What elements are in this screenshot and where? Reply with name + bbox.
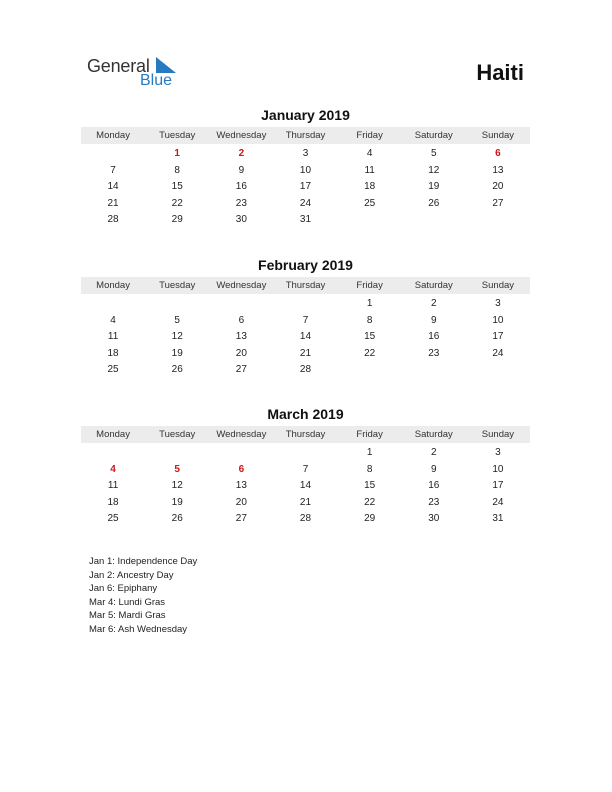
empty-day-cell (209, 445, 273, 462)
weekday-label: Sunday (481, 130, 515, 141)
day-cell: 18 (107, 496, 119, 508)
day-cell: 27 (492, 197, 504, 209)
week-row (81, 478, 530, 495)
day-cell: 6 (238, 463, 245, 475)
weekday-label: Saturday (414, 130, 453, 141)
day-cell: 12 (171, 331, 183, 343)
day-cell: 31 (492, 513, 504, 525)
empty-day-cell (338, 362, 402, 379)
day-cell: 5 (174, 463, 180, 475)
day-cell: 13 (235, 480, 247, 492)
day-cell: 6 (495, 148, 501, 159)
empty-day-cell (81, 146, 145, 163)
weekday-label: Friday (356, 130, 383, 141)
weekday-label: Saturday (414, 280, 453, 291)
day-cell: 23 (428, 496, 440, 508)
day-cell: 22 (364, 347, 376, 359)
day-cell: 1 (366, 298, 373, 309)
day-cell: 29 (171, 214, 183, 226)
weekday-label: Wednesday (216, 130, 267, 141)
weekday-header (81, 277, 530, 294)
day-cell: 15 (364, 331, 376, 343)
day-cell: 25 (107, 364, 119, 376)
weekday-label: Wednesday (216, 280, 267, 291)
month-title: February 2019 (258, 257, 353, 273)
day-cell: 20 (492, 181, 504, 193)
week-row (81, 346, 530, 363)
weekday-label: Friday (356, 280, 383, 291)
week-row (81, 212, 530, 229)
weekday-label: Thursday (285, 429, 326, 440)
day-cell: 2 (238, 148, 245, 159)
week-row (81, 362, 530, 379)
week-row (81, 146, 530, 163)
empty-day-cell (145, 445, 209, 462)
day-cell: 25 (364, 197, 376, 209)
day-cell: 10 (299, 164, 312, 176)
day-cell: 18 (364, 181, 376, 193)
day-cell: 15 (171, 181, 183, 193)
day-cell: 23 (235, 197, 247, 209)
day-cell: 27 (235, 364, 247, 376)
day-cell: 26 (428, 197, 440, 209)
day-cell: 27 (235, 513, 247, 525)
weekday-header (81, 426, 530, 443)
day-cell: 30 (428, 513, 440, 525)
day-cell: 10 (492, 314, 504, 326)
day-cell: 11 (364, 164, 375, 176)
logo-text-general: General (87, 56, 150, 76)
day-cell: 17 (492, 331, 504, 343)
holiday-item: Mar 5: Mardi Gras (89, 610, 166, 622)
country-title: Haiti (476, 60, 524, 85)
day-cell: 24 (492, 496, 504, 508)
day-cell: 28 (299, 513, 312, 525)
week-row (81, 511, 530, 528)
day-cell: 25 (107, 513, 119, 525)
day-cell: 31 (299, 214, 312, 226)
day-cell: 1 (174, 148, 180, 159)
weekday-label: Tuesday (159, 130, 196, 141)
weekday-label: Thursday (285, 130, 326, 141)
day-cell: 3 (495, 447, 501, 458)
weekday-label: Monday (96, 280, 130, 291)
weekday-label: Sunday (481, 280, 515, 291)
weekday-label: Tuesday (159, 280, 196, 291)
day-cell: 17 (492, 480, 504, 492)
day-cell: 18 (107, 347, 119, 359)
day-cell: 7 (302, 314, 309, 326)
day-cell: 20 (235, 347, 247, 359)
day-cell: 4 (110, 463, 116, 475)
holiday-item: Jan 1: Independence Day (89, 556, 198, 567)
day-cell: 11 (107, 480, 119, 492)
day-cell: 13 (492, 164, 504, 176)
weekday-label: Thursday (285, 280, 326, 291)
day-cell: 11 (107, 331, 119, 343)
day-cell: 16 (235, 181, 247, 193)
day-cell: 9 (430, 463, 437, 475)
day-cell: 7 (110, 164, 116, 176)
day-cell: 16 (428, 480, 440, 492)
empty-day-cell (338, 212, 402, 229)
generalblue-logo (87, 56, 187, 90)
weekday-label: Monday (96, 429, 130, 440)
day-cell: 22 (364, 496, 376, 508)
day-cell: 8 (174, 164, 180, 176)
week-row (81, 462, 530, 479)
day-cell: 21 (107, 197, 119, 209)
day-cell: 26 (171, 364, 183, 376)
empty-day-cell (81, 445, 145, 462)
day-cell: 26 (171, 513, 183, 525)
logo-triangle-icon (156, 57, 176, 73)
day-cell: 28 (299, 364, 312, 376)
weekday-label: Wednesday (216, 429, 267, 440)
week-row (81, 313, 530, 330)
day-cell: 7 (302, 463, 309, 475)
day-cell: 12 (428, 164, 440, 176)
day-cell: 4 (110, 314, 116, 326)
week-row (81, 163, 530, 180)
day-cell: 19 (171, 347, 183, 359)
day-cell: 8 (366, 463, 373, 475)
day-cell: 17 (299, 181, 312, 193)
weekday-label: Saturday (414, 429, 453, 440)
week-row (81, 179, 530, 196)
week-row (81, 495, 530, 512)
week-row (81, 445, 530, 462)
day-cell: 4 (366, 148, 373, 159)
day-cell: 12 (171, 480, 183, 492)
weekday-header (81, 127, 530, 144)
day-cell: 15 (364, 480, 376, 492)
empty-day-cell (402, 212, 466, 229)
day-cell: 28 (107, 214, 119, 226)
day-cell: 2 (430, 298, 437, 309)
day-cell: 14 (299, 331, 312, 343)
day-cell: 16 (428, 331, 440, 343)
day-cell: 9 (238, 164, 245, 176)
day-cell: 3 (495, 298, 501, 309)
month-title: January 2019 (261, 107, 350, 123)
day-cell: 29 (364, 513, 376, 525)
day-cell: 5 (174, 314, 180, 326)
day-cell: 21 (299, 496, 312, 508)
weekday-label: Sunday (481, 429, 515, 440)
weekday-label: Tuesday (159, 429, 196, 440)
month-calendar (81, 106, 530, 229)
day-cell: 9 (430, 314, 437, 326)
week-row (81, 329, 530, 346)
empty-day-cell (145, 296, 209, 313)
empty-day-cell (209, 296, 273, 313)
day-cell: 21 (299, 347, 312, 359)
weekday-label: Friday (356, 429, 383, 440)
day-cell: 3 (302, 148, 309, 159)
empty-day-cell (81, 296, 145, 313)
empty-day-cell (273, 445, 337, 462)
day-cell: 22 (171, 197, 183, 209)
day-cell: 24 (299, 197, 312, 209)
holiday-item: Mar 4: Lundi Gras (89, 596, 166, 608)
holiday-item: Jan 2: Ancestry Day (89, 569, 174, 581)
logo-text-blue: Blue (140, 72, 173, 89)
weekday-label: Monday (96, 130, 130, 141)
month-title: March 2019 (267, 406, 344, 422)
day-cell: 5 (430, 148, 437, 159)
day-cell: 19 (171, 496, 183, 508)
day-cell: 24 (492, 347, 504, 359)
day-cell: 30 (235, 214, 247, 226)
day-cell: 14 (107, 181, 119, 193)
holiday-item: Mar 6: Ash Wednesday (89, 623, 188, 635)
day-cell: 23 (428, 347, 440, 359)
empty-day-cell (273, 296, 337, 313)
empty-day-cell (402, 362, 466, 379)
day-cell: 8 (366, 314, 373, 326)
holiday-list (89, 555, 197, 637)
day-cell: 13 (235, 331, 247, 343)
empty-day-cell (466, 362, 530, 379)
empty-day-cell (466, 212, 530, 229)
day-cell: 14 (299, 480, 312, 492)
day-cell: 10 (492, 463, 504, 475)
day-cell: 20 (235, 496, 247, 508)
holiday-item: Jan 6: Epiphany (89, 583, 158, 595)
day-cell: 1 (366, 447, 373, 458)
day-cell: 19 (428, 181, 440, 193)
month-calendar (81, 256, 530, 379)
month-calendar (81, 405, 530, 528)
day-cell: 2 (430, 447, 437, 458)
week-row (81, 296, 530, 313)
day-cell: 6 (238, 314, 245, 326)
week-row (81, 196, 530, 213)
